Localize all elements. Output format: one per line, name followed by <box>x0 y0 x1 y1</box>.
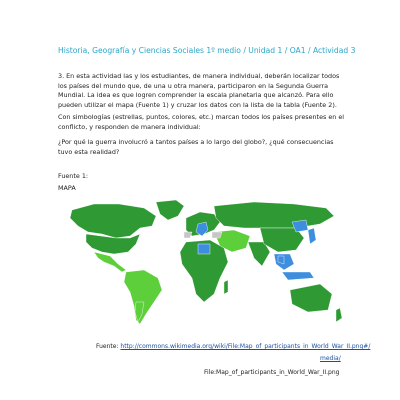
source-caption <box>96 343 370 350</box>
source-caption-continued <box>320 355 341 362</box>
central-america-shape <box>94 252 126 272</box>
source-link[interactable]: http://commons.wikimedia.org/wiki/File:Map_of_participants_in_World_War_II.png#/ <box>120 343 371 350</box>
file-name: File:Map_of_participants_in_World_War_II.png <box>204 369 340 376</box>
japan-shape <box>308 228 316 244</box>
south-america-shape <box>124 270 162 324</box>
iberia-shape <box>184 232 192 238</box>
source-link-continued[interactable]: media/ <box>320 355 341 362</box>
new-zealand-shape <box>336 308 342 322</box>
symbology-paragraph: Con simbologías (estrellas, puntos, colores, etc.) marcan todos los países presentes en el conflicto, y responden de manera individual: <box>58 113 345 131</box>
australia-shape <box>290 284 332 312</box>
world-map <box>64 198 346 328</box>
map-label: MAPA <box>58 184 76 192</box>
caption-prefix: Fuente: <box>96 343 121 350</box>
madagascar-shape <box>224 280 228 294</box>
neutral-asia-shape <box>212 232 222 238</box>
page-header: Historia, Geografía y Ciencias Sociales 1º medio / Unidad 1 / OA1 / Actividad 3 <box>58 46 356 55</box>
north-america-north-shape <box>70 204 156 238</box>
question-paragraph: ¿Por qué la guerra involucró a tantos países a lo largo del globo?, ¿qué consecuencias tuvo esta realidad? <box>58 138 334 156</box>
russia-shape <box>214 202 334 228</box>
source-label: Fuente 1: <box>58 172 89 180</box>
instruction-paragraph: 3. En esta actividad las y los estudiantes, de manera individual, deberán localizar todos los países del mundo que, de una u otra manera, participaron en la Segunda Guerra Mundial. La idea es que logren comprender la escala planetaria que alcanzó. Para ello pueden utilizar el mapa (Fuente 1) y cruzar los datos con la lista de la tabla (Fuente 2). <box>58 72 340 109</box>
indonesia-shape <box>282 272 314 280</box>
world-map-svg <box>64 198 346 328</box>
libya-shape <box>198 244 210 254</box>
greenland-shape <box>156 200 184 220</box>
